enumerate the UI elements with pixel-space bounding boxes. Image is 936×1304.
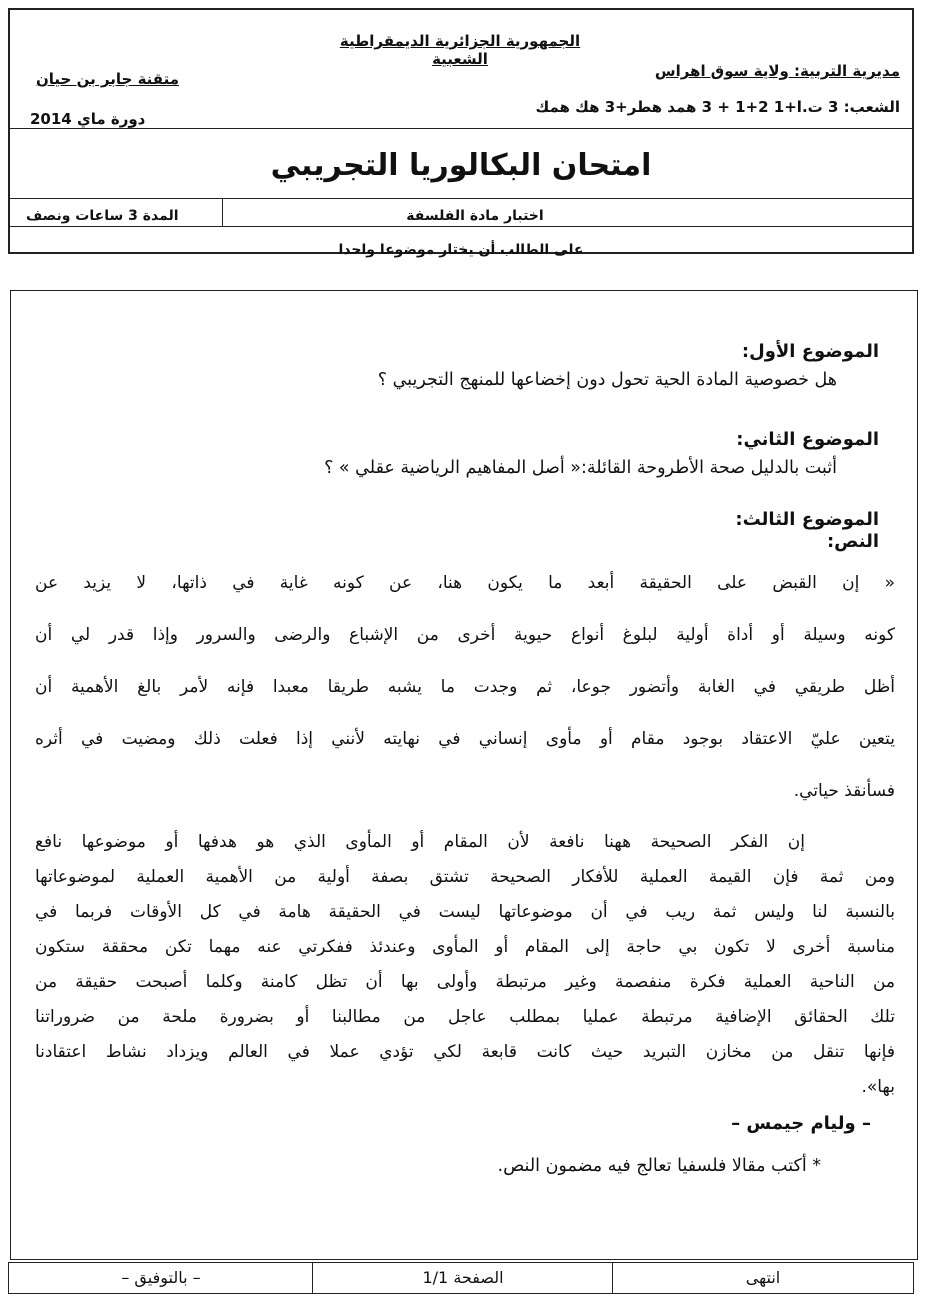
- text-line: يتعين عليّ الاعتقاد بوجود مقام أو مأوى إنساني في نهايته لأنني إذا فعلت ذلك ومضيت في أثره: [35, 729, 895, 749]
- text-line: فسأنقذ حياتي.: [793, 781, 895, 801]
- school-name: متقنة جابر بن حيان: [36, 70, 179, 88]
- page-number: الصفحة 1/1: [422, 1268, 504, 1287]
- topic-3: [41, 509, 879, 553]
- author-name: – وليام جيمس –: [731, 1113, 871, 1134]
- text-line: تلك الحقائق الإضافية مرتبطة عمليا بمطلب عاجل من مطالبنا أو بضرورة ملحة من ضروراتنا: [35, 1007, 895, 1027]
- text-label: النص:: [826, 531, 879, 552]
- task-instruction: * أكتب مقالا فلسفيا تعالج فيه مضمون النص.: [497, 1156, 821, 1176]
- topic-1: [41, 341, 879, 391]
- directorate-label: مديرية التربية: ولاية سوق اهراس: [654, 62, 900, 80]
- exam-content: [10, 290, 918, 1260]
- topic-2: [41, 429, 879, 479]
- text-line: من الناحية العملية فكرة منفصمة وغير مرتبطة وأولى بها أن تظل كامنة وكلما أصبحت حقيقة من: [35, 972, 895, 992]
- republic-title: الجمهورية الجزائرية الديمقراطية الشعبية: [339, 32, 581, 68]
- text-line: بها».: [861, 1077, 895, 1097]
- streams-label: الشعب: 3 ت.ا+1 2+1 + 3 همد هطر+3 هك همك: [535, 98, 900, 116]
- header-divider: [10, 128, 912, 129]
- topic-2-label: الموضوع الثاني:: [736, 429, 879, 450]
- subject-label: اختبار مادة الفلسفة: [406, 208, 544, 224]
- text-paragraph-2: [35, 825, 895, 1105]
- topic-3-label: الموضوع الثالث:: [735, 509, 879, 530]
- text-line: إن الفكر الصحيحة ههنا نافعة لأن المقام أو المأوى الذي هو هدفها أو موضوعها نافع: [35, 832, 805, 852]
- text-line: فإنها تنقل من مخازن التبريد حيث كانت قابعة لكي تؤدي عملا في العالم ويزداد نشاط اعتقادنا: [35, 1042, 895, 1062]
- header-divider: [10, 226, 912, 227]
- exam-footer: [8, 1262, 914, 1294]
- duration-label: المدة 3 ساعات ونصف: [26, 208, 179, 224]
- topic-2-question: أثبت بالدليل صحة الأطروحة القائلة:« أصل المفاهيم الرياضية عقلي » ؟: [324, 458, 837, 478]
- text-line: « إن القبض على الحقيقة أبعد ما يكون هنا، عن كونه غاية في ذاتها، لا يزيد عن: [35, 573, 895, 593]
- good-luck-label: – بالتوفيق –: [121, 1268, 201, 1287]
- header-divider: [222, 198, 223, 226]
- text-line: أظل طريقي في الغابة وأتضور جوعا، ثم وجدت ما يشبه طريقا معبدا فإنه لأمر بالغ الأهمية أن: [35, 677, 895, 697]
- instruction-label: على الطالب أن يختار موضوعا واحدا: [338, 242, 584, 258]
- text-paragraph-1: [35, 557, 895, 817]
- topic-1-label: الموضوع الأول:: [741, 341, 879, 362]
- session-label: دورة ماي 2014: [30, 110, 146, 128]
- exam-title: امتحان البكالوريا التجريبي: [270, 148, 652, 183]
- topic-1-question: هل خصوصية المادة الحية تحول دون إخضاعها للمنهج التجريبي ؟: [377, 370, 837, 390]
- text-line: مناسبة أخرى لا تكون بي حاجة إلى المقام أو المأوى وعندئذ ففكرتي عنه مهما تكن محققة ستكون: [35, 937, 895, 957]
- text-line: ومن ثمة فإن القيمة العملية للأفكار الصحيحة تشتق بصفة أولية من الأهمية العملية لموضوعاتها: [35, 867, 895, 887]
- end-label: انتهى: [745, 1268, 781, 1287]
- exam-header: [8, 8, 914, 258]
- text-line: كونه وسيلة أو أداة أولية لبلوغ أنواع حيوية أخرى من الإشباع والرضى والسرور وإذا قدر لي أن: [35, 625, 895, 645]
- header-divider: [10, 198, 912, 199]
- text-line: بالنسبة لنا وليس ثمة ريب في أن موضوعاتها ليست في الحقيقة هامة في كل الأوقات فربما في: [35, 902, 895, 922]
